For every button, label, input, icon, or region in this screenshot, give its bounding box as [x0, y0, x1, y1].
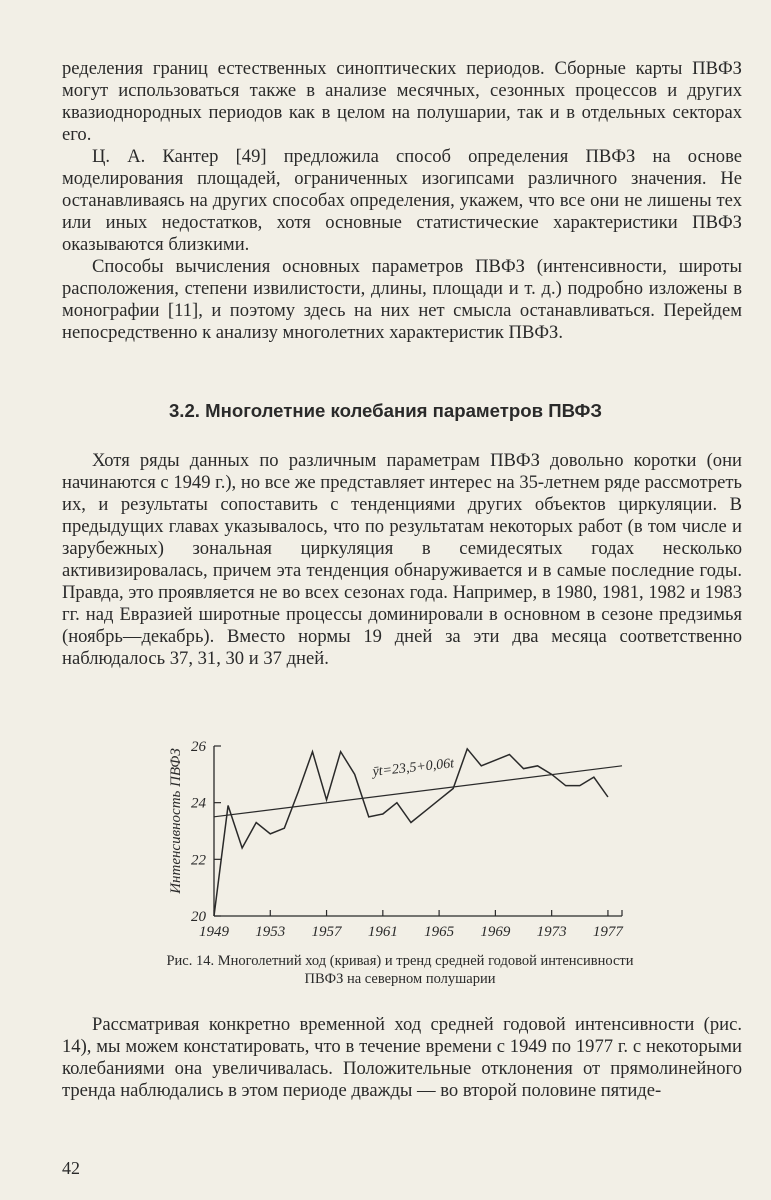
- paragraph-2: Ц. А. Кантер [49] предложила способ определения ПВФЗ на основе моделирования площадей, ограниченных изогипсами различного значения. Не останавливаясь на других способах определения, укажем, что все они не лишены тех или иных недостатков, хотя основные статистические характеристики ПВФЗ оказываются близкими.: [62, 146, 742, 255]
- trend-equation: ȳt=23,5+0,06t: [371, 756, 455, 780]
- figure-caption: Рис. 14. Многолетний ход (кривая) и тренд средней годовой интенсивности ПВФЗ на северном полушарии: [166, 953, 634, 987]
- paragraph-3: Способы вычисления основных параметров ПВФЗ (интенсивности, широты расположения, степени извилистости, длины, площади и т. д.) подробно изложены в монографии [11], и поэтому здесь на них нет смысла останавливаться. Перейдем непосредственно к анализу многолетних характеристик ПВФЗ.: [62, 256, 742, 343]
- x-tick-label: 1957: [311, 924, 342, 940]
- x-tick-label: 1973: [536, 924, 567, 940]
- page-number: 42: [62, 1158, 80, 1178]
- section-heading: 3.2. Многолетние колебания параметров ПВФЗ: [168, 400, 603, 421]
- paragraph-5: Рассматривая конкретно временной ход средней годовой интенсивности (рис. 14), мы можем констатировать, что в течение времени с 1949 по 1977 г. с некоторыми колебаниями она увеличивалась. Положительные отклонения от прямолинейного тренда наблюдались в этом периоде дважды — во второй половине пятиде-: [62, 1014, 742, 1101]
- intensity-chart: [160, 728, 640, 946]
- x-tick-label: 1977: [592, 924, 623, 940]
- x-tick-label: 1969: [480, 924, 511, 940]
- y-tick-label: 20: [191, 909, 206, 925]
- x-tick-label: 1949: [199, 924, 229, 940]
- y-axis-label: Интенсивность ПВФЗ: [168, 748, 184, 894]
- chart-labels: [168, 739, 624, 940]
- y-tick-label: 24: [191, 795, 206, 812]
- y-tick-label: 22: [191, 852, 206, 869]
- x-tick-label: 1953: [255, 924, 286, 940]
- paragraph-4: Хотя ряды данных по различным параметрам ПВФЗ довольно коротки (они начинаются с 1949 г.), но все же представляет интерес на 35-летнем ряде рассмотреть их, и результаты сопоставить с тенденциями других объектов циркуляции. В предыдущих главах указывалось, что по результатам некоторых работ (в том числе и зарубежных) зональная циркуляция в семидесятых годах несколько активизировалась, причем эта тенденция обнаруживается и в самые последние годы. Правда, это проявляется не во всех сезонах года. Например, в 1980, 1981, 1982 и 1983 гг. над Евразией широтные процессы доминировали в основном в сезоне предзимья (ноябрь—декабрь). Вместо нормы 19 дней за эти два месяца соответственно наблюдалось 37, 31, 30 и 37 дней.: [62, 450, 742, 669]
- bottom-text: [62, 1014, 742, 1102]
- middle-text: [62, 450, 742, 670]
- top-text: [62, 58, 742, 344]
- y-tick-label: 26: [191, 739, 206, 755]
- x-tick-label: 1965: [424, 924, 455, 940]
- paragraph-1: ределения границ естественных синоптических периодов. Сборные карты ПВФЗ могут использоваться также в анализе месячных, сезонных процессов и других квазиоднородных периодов как в целом на полушарии, так и в отдельных секторах его.: [62, 58, 742, 145]
- x-tick-label: 1961: [367, 924, 398, 940]
